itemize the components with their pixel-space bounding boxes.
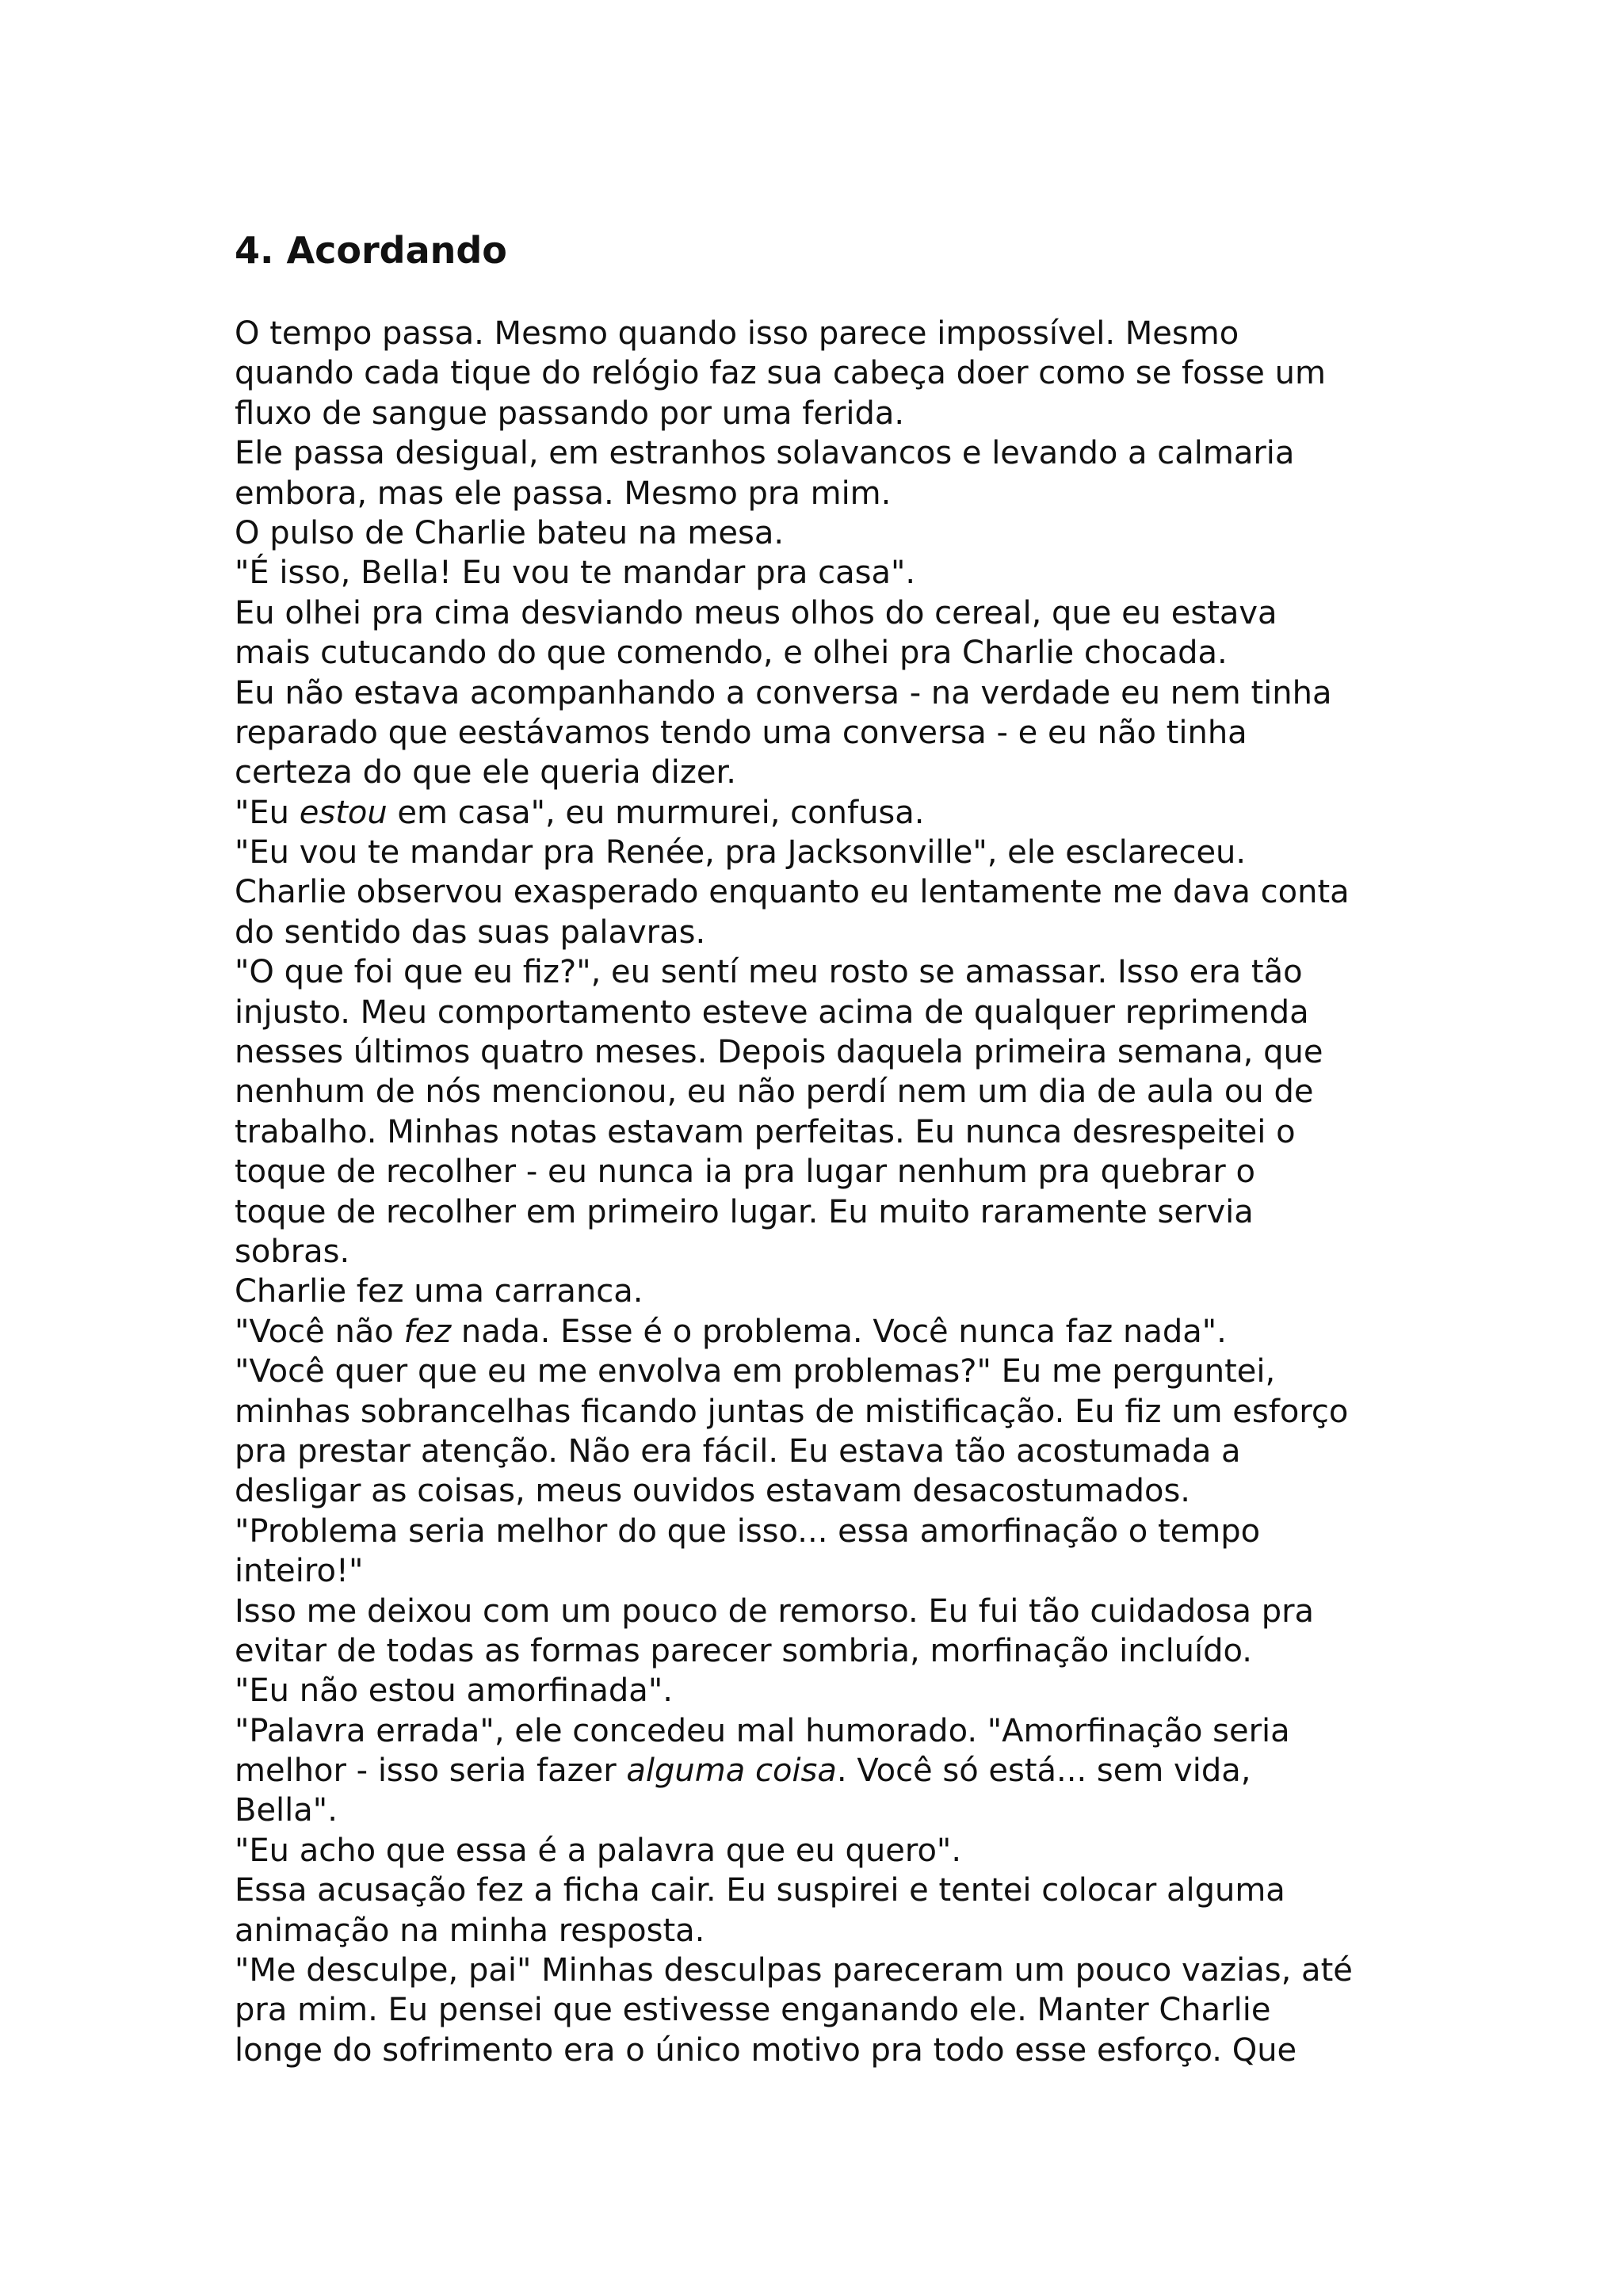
text-segment: "Você não (235, 1313, 404, 1350)
text-line (235, 1631, 1439, 1671)
text-segment: Charlie observou exasperado enquanto eu lentamente me dava conta (235, 874, 1350, 911)
text-segment: Charlie fez uma carranca. (235, 1273, 643, 1310)
text-segment: certeza do que ele queria dizer. (235, 754, 736, 791)
text-segment: Essa acusação fez a ficha cair. Eu suspirei e tentei colocar alguma (235, 1872, 1285, 1909)
text-line (235, 1871, 1439, 1910)
text-segment: pra mim. Eu pensei que estivesse enganando ele. Manter Charlie (235, 1992, 1271, 2029)
text-line (235, 1671, 1439, 1711)
text-line (235, 1032, 1439, 1072)
text-line (235, 713, 1439, 753)
text-segment: "Palavra errada", ele concedeu mal humorado. "Amorfinação seria (235, 1712, 1290, 1749)
text-line (235, 872, 1439, 912)
text-line (235, 1551, 1439, 1591)
text-line (235, 1072, 1439, 1112)
text-line (235, 1392, 1439, 1432)
text-segment: longe do sofrimento era o único motivo pra todo esse esforço. Que (235, 2031, 1297, 2069)
text-line (235, 753, 1439, 792)
text-segment: mais cutucando do que comendo, e olhei pra Charlie chocada. (235, 635, 1228, 672)
chapter-body (235, 314, 1439, 2070)
text-segment: fluxo de sangue passando por uma ferida. (235, 395, 905, 432)
text-line (235, 2031, 1439, 2070)
emphasized-text: fez (403, 1313, 452, 1350)
text-segment: quando cada tique do relógio faz sua cabeça doer como se fosse um (235, 355, 1326, 392)
text-line (235, 1831, 1439, 1871)
text-line (235, 793, 1439, 833)
page-content (235, 228, 1439, 2070)
text-segment: Eu olhei pra cima desviando meus olhos do cereal, que eu estava (235, 594, 1277, 631)
emphasized-text: alguma coisa (626, 1753, 837, 1790)
text-segment: melhor - isso seria fazer (235, 1753, 627, 1790)
text-segment: injusto. Meu comportamento esteve acima de qualquer reprimenda (235, 994, 1309, 1031)
text-segment: embora, mas ele passa. Mesmo pra mim. (235, 475, 892, 512)
text-segment: em casa", eu murmurei, confusa. (387, 794, 925, 831)
text-line (235, 673, 1439, 713)
text-segment: reparado que eestávamos tendo uma conversa - e eu não tinha (235, 714, 1247, 751)
text-segment: O pulso de Charlie bateu na mesa. (235, 514, 785, 551)
text-line (235, 1471, 1439, 1511)
text-line (235, 833, 1439, 872)
text-line (235, 1432, 1439, 1471)
text-line (235, 1911, 1439, 1951)
text-segment: "Eu não estou amorfinada". (235, 1672, 673, 1710)
text-line (235, 1312, 1439, 1352)
text-line (235, 1512, 1439, 1551)
text-segment: inteiro!" (235, 1553, 364, 1590)
text-segment: toque de recolher em primeiro lugar. Eu muito raramente servia (235, 1193, 1254, 1230)
text-line (235, 474, 1439, 513)
text-line (235, 1272, 1439, 1311)
text-segment: O tempo passa. Mesmo quando isso parece impossível. Mesmo (235, 315, 1239, 352)
text-segment: do sentido das suas palavras. (235, 913, 706, 951)
text-line (235, 1352, 1439, 1391)
text-segment: desligar as coisas, meus ouvidos estavam desacostumados. (235, 1473, 1190, 1510)
text-line (235, 513, 1439, 553)
text-segment: pra prestar atenção. Não era fácil. Eu estava tão acostumada a (235, 1432, 1241, 1470)
text-line (235, 1951, 1439, 1990)
text-segment: Eu não estava acompanhando a conversa - na verdade eu nem tinha (235, 674, 1332, 711)
text-segment: sobras. (235, 1233, 350, 1270)
text-segment: "É isso, Bella! Eu vou te mandar pra casa". (235, 555, 916, 592)
text-line (235, 913, 1439, 952)
text-line (235, 1791, 1439, 1830)
text-line (235, 1711, 1439, 1751)
chapter-title: 4. Acordando (235, 229, 507, 272)
text-segment: trabalho. Minhas notas estavam perfeitas. Eu nunca desrespeitei o (235, 1113, 1296, 1150)
text-line (235, 553, 1439, 593)
text-segment: Bella". (235, 1792, 338, 1829)
text-segment: "O que foi que eu fiz?", eu sentí meu rosto se amassar. Isso era tão (235, 954, 1303, 991)
text-line (235, 952, 1439, 992)
text-segment: "Eu acho que essa é a palavra que eu quero". (235, 1832, 962, 1869)
text-segment: Ele passa desigual, em estranhos solavancos e levando a calmaria (235, 435, 1295, 472)
text-line (235, 314, 1439, 353)
text-segment: Isso me deixou com um pouco de remorso. Eu fui tão cuidadosa pra (235, 1592, 1315, 1630)
text-segment: minhas sobrancelhas ficando juntas de mistificação. Eu fiz um esforço (235, 1393, 1349, 1430)
text-line (235, 593, 1439, 633)
text-segment: "Eu vou te mandar pra Renée, pra Jacksonville", ele esclareceu. (235, 834, 1247, 871)
text-segment: "Eu (235, 794, 300, 831)
text-line (235, 353, 1439, 393)
text-line (235, 1232, 1439, 1272)
text-segment: nada. Esse é o problema. Você nunca faz nada". (451, 1313, 1227, 1350)
text-segment: "Me desculpe, pai" Minhas desculpas pareceram um pouco vazias, até (235, 1952, 1353, 1989)
text-line (235, 1751, 1439, 1791)
text-segment: animação na minha resposta. (235, 1912, 705, 1949)
text-segment: evitar de todas as formas parecer sombria, morfinação incluído. (235, 1632, 1253, 1669)
text-line (235, 394, 1439, 433)
text-segment: "Você quer que eu me envolva em problemas?" Eu me perguntei, (235, 1353, 1276, 1390)
text-segment: "Problema seria melhor do que isso... essa amorfinação o tempo (235, 1512, 1261, 1550)
text-line (235, 1152, 1439, 1192)
text-line (235, 1592, 1439, 1631)
text-line (235, 433, 1439, 473)
text-segment: toque de recolher - eu nunca ia pra lugar nenhum pra quebrar o (235, 1154, 1255, 1191)
text-segment: nenhum de nós mencionou, eu não perdí nem um dia de aula ou de (235, 1074, 1314, 1111)
text-segment: . Você só está... sem vida, (836, 1753, 1251, 1790)
text-line (235, 1112, 1439, 1152)
text-segment: nesses últimos quatro meses. Depois daquela primeira semana, que (235, 1034, 1323, 1071)
text-line (235, 1990, 1439, 2030)
text-line (235, 633, 1439, 673)
text-line (235, 1192, 1439, 1232)
text-line (235, 993, 1439, 1032)
emphasized-text: estou (299, 794, 388, 831)
